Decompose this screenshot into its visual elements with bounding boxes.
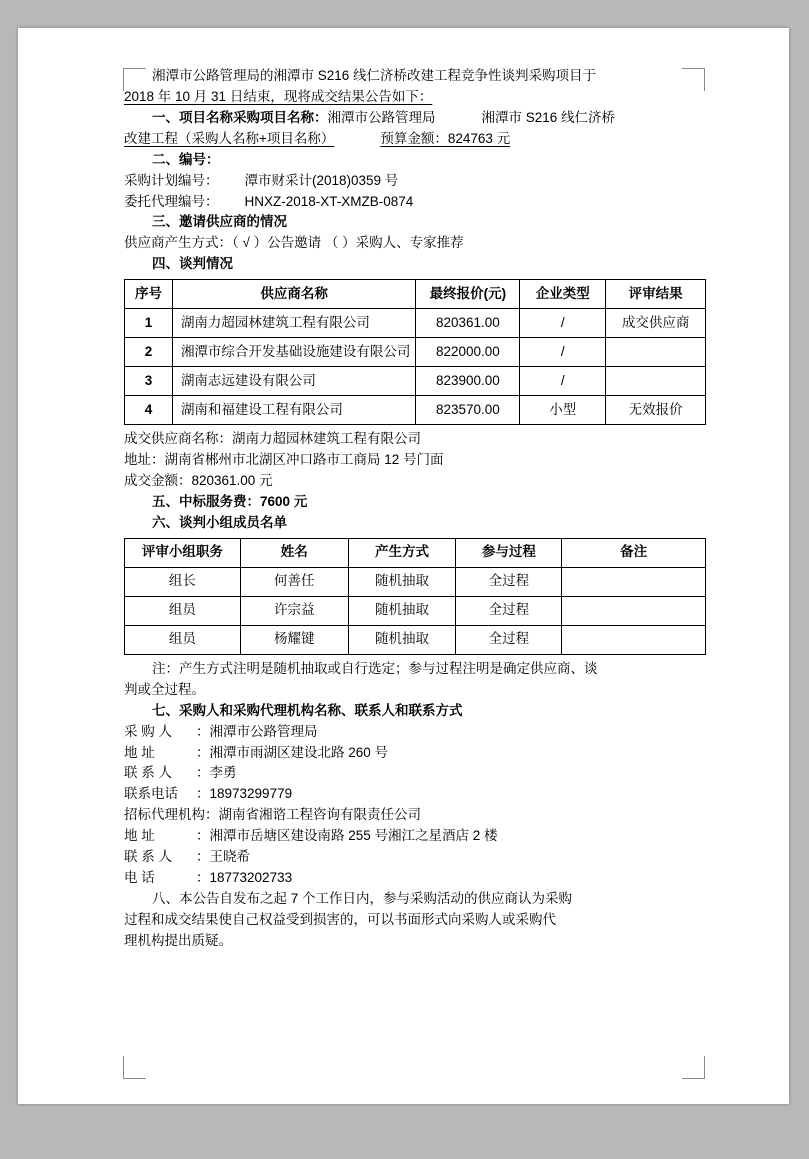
- section2-agent-label: 委托代理编号：: [124, 193, 219, 209]
- contact-separator: ：: [196, 870, 210, 886]
- cell-result: [606, 367, 706, 396]
- cell-role: 组员: [125, 625, 241, 654]
- winner-amount-line: [124, 471, 706, 492]
- cell-method: 随机抽取: [348, 567, 456, 596]
- cell-role: 组员: [125, 596, 241, 625]
- contact-label: 地 址: [124, 828, 155, 844]
- col-index: 序号: [125, 280, 173, 309]
- cell-role: 组长: [125, 567, 241, 596]
- cell-remark: [562, 567, 706, 596]
- section8-line-3: 理机构提出质疑。: [124, 932, 232, 948]
- section5-line: [124, 492, 706, 513]
- section1-heading-line: [124, 108, 706, 129]
- cell-participation: 全过程: [456, 625, 562, 654]
- intro-project: 湘潭市 S216 线仁济桥改建工程竞争性谈判采购项目于: [273, 68, 597, 83]
- contact-separator: ：: [196, 723, 210, 739]
- winner-label: 成交供应商名称：: [124, 431, 232, 447]
- contact-label: 招标代理机构: [124, 807, 205, 823]
- intro-buyer: 湘潭市公路管理局的: [152, 68, 274, 83]
- intro-line-2: 2018 年 10 月 31 日结束，现将成交结果公告如下：: [124, 88, 433, 104]
- contact-label: 联 系 人: [124, 849, 173, 865]
- cell-remark: [562, 625, 706, 654]
- section3-heading: 三、邀请供应商的情况: [152, 214, 287, 230]
- contact-row: [124, 722, 706, 743]
- cell-supplier: 湘潭市综合开发基础设施建设有限公司: [172, 338, 415, 367]
- table-row: [125, 338, 706, 367]
- cell-result: 无效报价: [606, 396, 706, 425]
- contact-value: 18973299779: [209, 786, 293, 802]
- table-row: [125, 625, 706, 654]
- winner-amount-value: 820361.00 元: [191, 473, 273, 489]
- contact-value: 18773202733: [209, 870, 293, 886]
- section1-project: 湘潭市 S216 线仁济桥: [481, 109, 616, 125]
- contact-label: 电 话: [124, 870, 155, 886]
- section5-heading: 五、中标服务费：: [152, 493, 260, 509]
- section2-agent-value: HNXZ-2018-XT-XMZB-0874: [244, 193, 414, 209]
- contact-separator: ：: [205, 807, 219, 823]
- intro-line-1: [124, 66, 706, 87]
- contact-value: 湘潭市雨湖区建设北路 260 号: [209, 744, 389, 760]
- table-row: [125, 309, 706, 338]
- section2-heading: 二、编号：: [152, 151, 220, 167]
- col-review-result: 评审结果: [606, 280, 706, 309]
- cell-name: 许宗益: [240, 596, 348, 625]
- cell-result: 成交供应商: [606, 309, 706, 338]
- table-row: [125, 396, 706, 425]
- cell-supplier: 湖南力超园林建筑工程有限公司: [172, 309, 415, 338]
- section6-note-line-2: 判或全过程。: [124, 681, 205, 697]
- contact-value: 王晓希: [209, 849, 250, 865]
- contact-row: [124, 743, 706, 764]
- cell-participation: 全过程: [456, 567, 562, 596]
- section5-value: 7600 元: [260, 493, 308, 509]
- contact-separator: ：: [196, 786, 210, 802]
- contact-separator: ：: [196, 849, 210, 865]
- contact-label: 地 址: [124, 744, 155, 760]
- cell-name: 何善任: [240, 567, 348, 596]
- contact-row: [124, 868, 706, 889]
- contact-value: 湘潭市公路管理局: [209, 723, 318, 739]
- cell-supplier: 湖南志远建设有限公司: [172, 367, 415, 396]
- contact-separator: ：: [196, 828, 210, 844]
- cell-result: [606, 338, 706, 367]
- cell-name: 杨耀键: [240, 625, 348, 654]
- col-role: 评审小组职务: [125, 538, 241, 567]
- contact-value: 李勇: [209, 765, 237, 781]
- winner-address-label: 地址：: [124, 452, 165, 468]
- section1-budget: 预算金额：824763 元: [380, 130, 511, 146]
- col-name: 姓名: [240, 538, 348, 567]
- winner-amount-label: 成交金额：: [124, 473, 192, 489]
- contact-label: 联 系 人: [124, 765, 173, 781]
- contact-row: [124, 805, 706, 826]
- crop-mark-bottom-right: [682, 1056, 705, 1079]
- table-row: [125, 567, 706, 596]
- table-header-row: [125, 538, 706, 567]
- winner-address-line: [124, 450, 706, 471]
- contact-row: [124, 826, 706, 847]
- section2-plan-value: 潭市财采计(2018)0359 号: [244, 172, 399, 188]
- cell-index: 2: [125, 338, 173, 367]
- section1-buyer: 湘潭市公路管理局: [327, 109, 436, 125]
- col-enterprise-type: 企业类型: [520, 280, 606, 309]
- cell-price: 822000.00: [416, 338, 520, 367]
- col-supplier: 供应商名称: [172, 280, 415, 309]
- section1-line-2: [124, 129, 706, 150]
- cell-type: 小型: [520, 396, 606, 425]
- contact-separator: ：: [196, 765, 210, 781]
- cell-index: 1: [125, 309, 173, 338]
- winner-line: [124, 429, 706, 450]
- table-row: [125, 367, 706, 396]
- contact-row: [124, 763, 706, 784]
- cell-method: 随机抽取: [348, 596, 456, 625]
- winner-address-value: 湖南省郴州市北湖区冲口路市工商局 12 号门面: [164, 452, 444, 468]
- cell-remark: [562, 596, 706, 625]
- section4-heading: 四、谈判情况: [152, 256, 233, 272]
- document-body: [124, 66, 706, 952]
- col-selection-method: 产生方式: [348, 538, 456, 567]
- contact-label: 采 购 人: [124, 723, 173, 739]
- winner-value: 湖南力超园林建筑工程有限公司: [232, 431, 421, 447]
- contact-row: [124, 784, 706, 805]
- cell-type: /: [520, 367, 606, 396]
- section6-heading: 六、谈判小组成员名单: [152, 514, 287, 530]
- col-participation: 参与过程: [456, 538, 562, 567]
- contact-label: 联系电话: [124, 786, 178, 802]
- section2-plan-label: 采购计划编号：: [124, 172, 219, 188]
- table-header-row: [125, 280, 706, 309]
- table-row: [125, 596, 706, 625]
- contact-row: [124, 847, 706, 868]
- section8-line-2: 过程和成交结果使自己权益受到损害的，可以书面形式向采购人或采购代: [124, 911, 556, 927]
- section1-heading: 一、项目名称采购项目名称：: [152, 109, 328, 125]
- document-page: [18, 28, 789, 1104]
- contact-separator: ：: [196, 744, 210, 760]
- section1-line2-a: 改建工程（采购人名称+项目名称）: [124, 130, 335, 146]
- cell-participation: 全过程: [456, 596, 562, 625]
- col-final-price: 最终报价(元): [416, 280, 520, 309]
- cell-type: /: [520, 338, 606, 367]
- section2-plan-line: [124, 171, 706, 192]
- contact-value: 湖南省湘谘工程咨询有限责任公司: [218, 807, 421, 823]
- cell-method: 随机抽取: [348, 625, 456, 654]
- cell-index: 3: [125, 367, 173, 396]
- col-remark: 备注: [562, 538, 706, 567]
- cell-type: /: [520, 309, 606, 338]
- contact-value: 湘潭市岳塘区建设南路 255 号湘江之星酒店 2 楼: [209, 828, 498, 844]
- cell-price: 820361.00: [416, 309, 520, 338]
- section3-line: 供应商产生方式：（ √ ）公告邀请 （ ）采购人、专家推荐: [124, 235, 464, 251]
- crop-mark-bottom-left: [123, 1056, 146, 1079]
- negotiation-team-table: [124, 538, 706, 655]
- section2-agent-line: [124, 192, 706, 213]
- cell-price: 823570.00: [416, 396, 520, 425]
- section8-line-1: 八、本公告自发布之起 7 个工作日内，参与采购活动的供应商认为采购: [152, 890, 573, 906]
- section6-note-line-1: 注：产生方式注明是随机抽取或自行选定；参与过程注明是确定供应商、谈: [152, 660, 598, 676]
- cell-index: 4: [125, 396, 173, 425]
- cell-price: 823900.00: [416, 367, 520, 396]
- cell-supplier: 湖南和福建设工程有限公司: [172, 396, 415, 425]
- negotiation-table: [124, 279, 706, 425]
- section7-heading: 七、采购人和采购代理机构名称、联系人和联系方式: [152, 702, 463, 718]
